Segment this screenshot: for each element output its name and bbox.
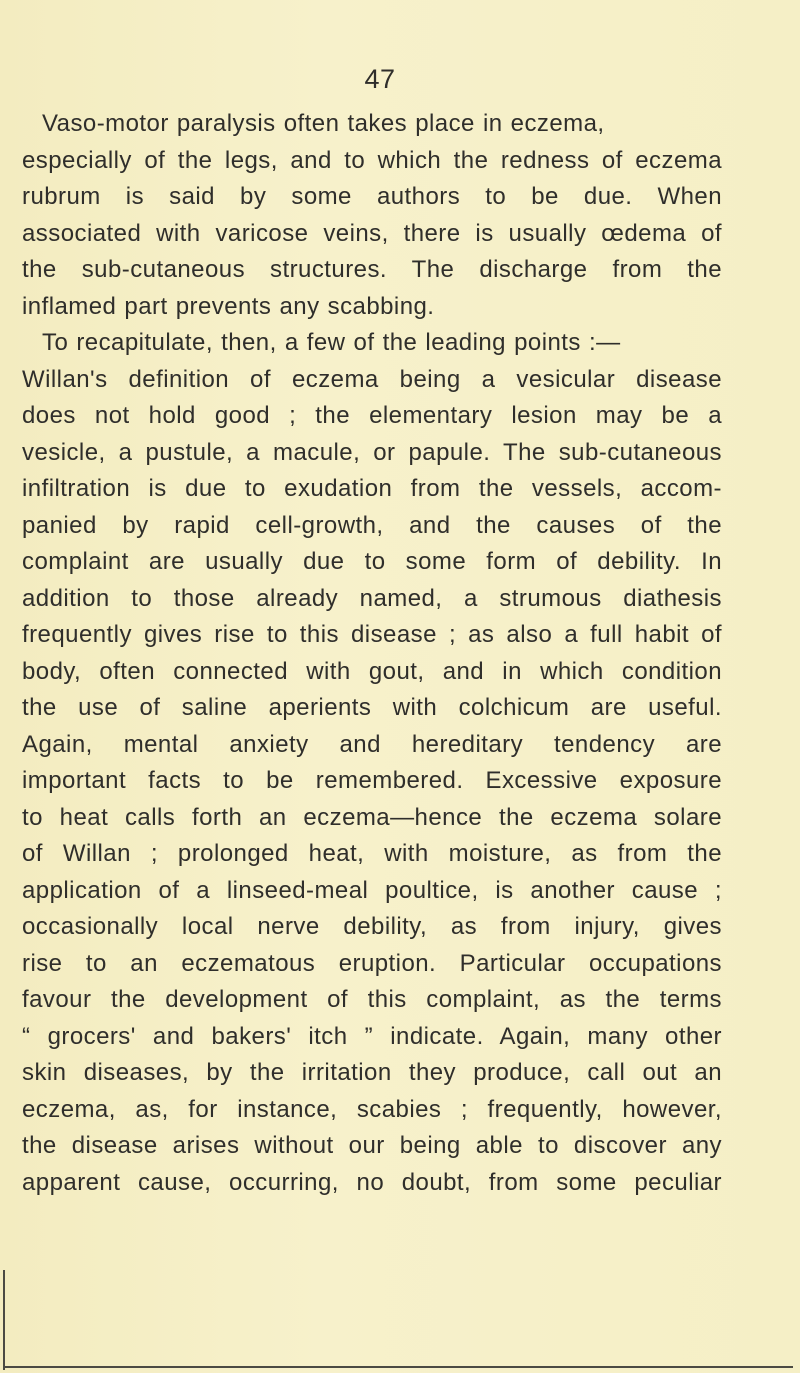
text-line: inflamed part prevents any scabbing. — [22, 292, 435, 320]
text-line: vesicle, a pustule, a macule, or papule. The sub-cutaneous — [22, 438, 722, 466]
text-line: frequently gives rise to this disease ; as also a full habit of — [22, 621, 722, 648]
text-line: eczema, as, for instance, scabies ; frequently, however, — [22, 1095, 722, 1123]
text-line: the use of saline aperients with colchicum are useful. — [22, 694, 722, 721]
text-line: application of a linseed-meal poultice, is another cause ; — [22, 876, 722, 904]
text-line: important facts to be remembered. Excessive exposure — [22, 767, 722, 794]
text-line: occasionally local nerve debility, as from injury, gives — [22, 913, 722, 940]
text-line: skin diseases, by the irritation they produce, call out an — [22, 1059, 722, 1086]
text-line: To recapitulate, then, a few of the leading points :— — [42, 329, 621, 356]
text-line: apparent cause, occurring, no doubt, from some peculiar — [22, 1168, 722, 1196]
text-line: Again, mental anxiety and hereditary tendency are — [22, 730, 722, 758]
body-text — [22, 106, 722, 1201]
page-number: 47 — [364, 64, 396, 94]
page-edge-horizontal-line — [3, 1366, 793, 1368]
text-line: addition to those already named, a strumous diathesis — [22, 584, 722, 612]
text-line: favour the development of this complaint, as the terms — [22, 986, 722, 1013]
text-line: Willan's definition of eczema being a vesicular disease — [22, 365, 722, 393]
text-line: to heat calls forth an eczema—hence the eczema solare — [22, 803, 722, 831]
text-line: the sub-cutaneous structures. The discharge from the — [22, 256, 722, 283]
text-line: panied by rapid cell-growth, and the causes of the — [22, 511, 722, 539]
text-line: does not hold good ; the elementary lesion may be a — [22, 402, 722, 429]
text-line: infiltration is due to exudation from the vessels, accom- — [22, 475, 722, 502]
text-line: rise to an eczematous eruption. Particular occupations — [22, 949, 722, 977]
text-line: complaint are usually due to some form of debility. In — [22, 548, 722, 575]
text-line: body, often connected with gout, and in which condition — [22, 657, 722, 685]
text-line: rubrum is said by some authors to be due. When — [22, 183, 722, 210]
text-line: associated with varicose veins, there is usually œdema of — [22, 219, 722, 247]
text-line: “ grocers' and bakers' itch ” indicate. Again, many other — [22, 1022, 722, 1050]
text-line: the disease arises without our being able to discover any — [22, 1132, 722, 1159]
text-line: of Willan ; prolonged heat, with moisture, as from the — [22, 840, 722, 867]
text-line: Vaso-motor paralysis often takes place in eczema, — [42, 110, 605, 137]
text-line: especially of the legs, and to which the redness of eczema — [22, 146, 722, 174]
page-edge-vertical-line — [3, 1270, 5, 1370]
